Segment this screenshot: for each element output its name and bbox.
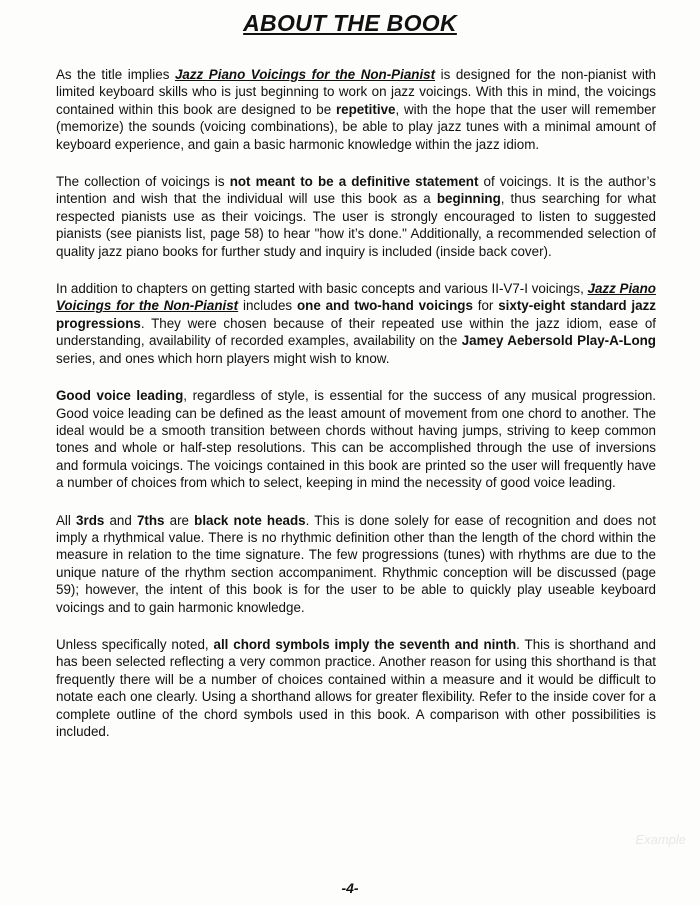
text-run: is designed for the non-pianist with limited keyboard skills who is just beginning to work on jazz voicings. With this in mind, the voicings contained within this book are designed to be — [56, 67, 656, 117]
bold-text: sixty-eight standard jazz progressions — [56, 298, 656, 331]
paragraph-collection — [56, 173, 656, 260]
bold-text: Good voice leading — [56, 388, 184, 404]
text-run: . This is shorthand and has been selected reflecting a very common practice. Another reason for using this shorthand is that frequently there will be a number of choices contained within a measure and it would be difficult to notate each one clearly. Using a shorthand allows for greater flexibility. Refer to the inside cover for a complete outline of the chord symbols used in this book. A comparison with other possibilities is included. — [56, 636, 656, 739]
bold-text: black note heads — [194, 512, 306, 528]
text-run: . This is done solely for ease of recognition and does not imply a rhythmical value. There is no rhythmic definition other than the length of the chord within the measure in relation to the time signature. The few progressions (tunes) with rhythms are due to the unique nature of the rhythm section accompaniment. Rhythmic conception will be discussed (page 59); however, the intent of this book is for the user to be able to quickly play useable keyboard voicings and to gain harmonic knowledge. — [56, 512, 656, 615]
text-run: series, and ones which horn players might wish to know. — [56, 350, 390, 366]
text-run: As the title implies — [56, 67, 175, 82]
bleed-through-text: Example — [635, 832, 686, 847]
book-title: Jazz Piano Voicings for the Non-Pianist — [56, 281, 656, 314]
bold-text: 3rds — [76, 512, 105, 528]
text-run: are — [164, 512, 195, 528]
text-run: and — [104, 512, 137, 528]
body-text — [56, 66, 656, 760]
text-run: The collection of voicings is — [56, 174, 230, 190]
paragraph-chapters — [56, 280, 656, 367]
paragraph-voice-leading — [56, 387, 656, 491]
bold-text: not meant to be a definitive statement — [229, 174, 479, 190]
text-run: for — [472, 298, 499, 314]
text-run: All — [56, 512, 77, 528]
paragraph-intro — [56, 66, 656, 153]
book-title: Jazz Piano Voicings for the Non-Pianist — [174, 67, 436, 82]
bold-text: one and two-hand voicings — [296, 298, 473, 314]
text-run: , with the hope that the user will remember (memorize) the sounds (voicing combinations), be able to play jazz tunes with a minimal amount of keyboard experience, and gain a basic harmonic knowledge within the jazz idiom. — [56, 101, 657, 152]
text-run: , regardless of style, is essential for the success of any musical progression. Good voice leading can be defined as the least amount of movement from one chord to another. The ideal would be a smooth transition between chords without having jumps, striving to keep common tones and whole or half-step resolutions. This can be accomplished through the use of inversions and formula voicings. The voicings contained in this book are printed so the user will frequently have a number of choices from which to select, keeping in mind the necessity of good voice leading. — [56, 388, 656, 491]
bold-text: Jamey Aebersold Play-A-Long — [461, 333, 656, 349]
page-title: ABOUT THE BOOK — [243, 10, 457, 36]
bold-text: beginning — [436, 191, 501, 207]
paragraph-chord-symbols — [56, 636, 656, 740]
bold-text: 7ths — [136, 512, 165, 528]
paragraph-note-heads — [56, 512, 656, 616]
page-number: -4- — [341, 880, 359, 896]
text-run: Unless specifically noted, — [56, 636, 214, 652]
text-run: In addition to chapters on getting started with basic concepts and various II-V7-I voicings, — [56, 281, 588, 297]
bold-text: all chord symbols imply the seventh and ninth — [213, 636, 517, 652]
text-run: , thus searching for what respected pianists use as their voicings. The user is strongly encouraged to listen to suggested pianists (see pianists list, page 58) to hear "how it’s done." Additionally, a recommended selection of quality jazz piano books for further study and inquiry is included (inside back cover). — [56, 191, 656, 259]
bold-text: repetitive — [335, 101, 396, 117]
text-run: of voicings. It is the author’s intention and wish that the individual will use this book as a — [56, 174, 656, 207]
text-run: . They were chosen because of their repeated use within the jazz idiom, ease of understanding, availability of recorded examples, availability on the — [56, 315, 656, 349]
text-run: includes — [238, 298, 297, 314]
